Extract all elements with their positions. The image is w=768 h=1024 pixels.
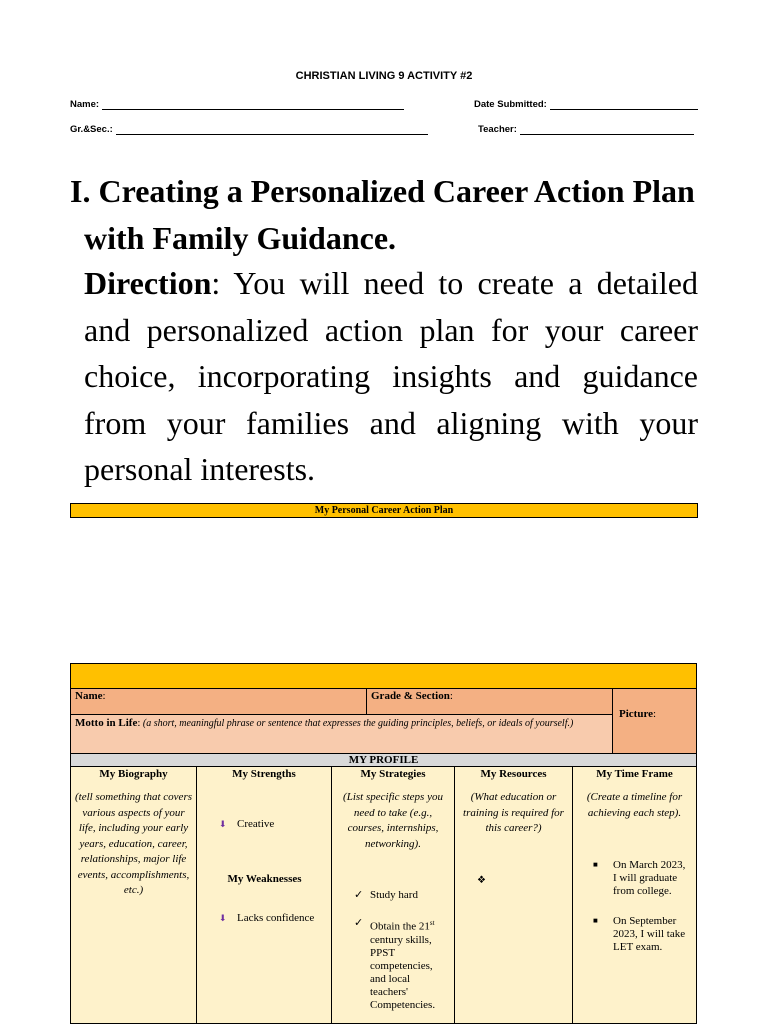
name-field[interactable] [70,99,404,110]
my-profile-bar: MY PROFILE [71,754,696,767]
section-heading [70,168,698,262]
table-top-bar [71,664,696,689]
table-name-colon: : [102,690,106,702]
biography-title: My Biography [99,768,168,780]
career-plan-table [70,663,697,1024]
career-plan-banner: My Personal Career Action Plan [70,503,698,518]
table-motto-label: Motto in Life [75,717,138,729]
arrow-bullet-icon: ⬇ [219,819,227,829]
teacher-field[interactable] [478,124,694,135]
table-picture-cell[interactable] [613,689,696,754]
timeframe-desc: (Create a timeline for achieving each step). [586,791,683,819]
date-submitted-label: Date Submitted: [474,99,547,110]
table-name-cell[interactable] [71,689,367,715]
table-picture-colon: : [653,708,657,720]
timeframe-item-text: On March 2023, I will graduate from college. [613,859,686,897]
strategies-column[interactable] [332,767,455,1024]
direction-label: Direction [84,265,212,301]
strategy-item-text: Study hard [370,889,418,901]
resource-bullet-icon: ❖ [477,875,486,886]
strategy-item [354,917,450,1012]
table-motto-hint: (a short, meaningful phrase or sentence that expresses the guiding principles, beliefs, or ideals of yourself.) [140,718,574,729]
timeframe-item [593,915,689,954]
checkmark-icon: ✓ [354,917,364,929]
timeframe-item [593,859,689,898]
timeframe-title: My Time Frame [596,768,673,780]
strength-item [219,818,274,831]
teacher-line [520,125,694,135]
direction-paragraph [84,260,698,493]
resources-desc: (What education or training is required for this career?) [463,791,564,834]
square-bullet-icon: ■ [593,916,598,925]
strategy-text-part: Obtain the 21 [370,920,430,933]
biography-desc: (tell something that covers various aspects of your life, including your early years, education, career, relationships, major life events, accomplishments, etc.) [75,791,193,896]
strategy-superscript: st [429,919,435,927]
table-motto-cell[interactable] [71,715,613,754]
timeframe-item-text: On September 2023, I will take LET exam. [613,915,686,953]
strengths-title: My Strengths [232,768,296,780]
table-name-label: Name [75,690,103,702]
square-bullet-icon: ■ [593,860,598,869]
table-motto-colon: : [137,717,141,729]
checkmark-icon: ✓ [354,889,364,901]
teacher-label: Teacher: [478,124,517,135]
section-heading-text: I. Creating a Personalized Career Action Plan with Family Guidance. [70,173,695,256]
date-submitted-line [550,100,698,110]
document-title: CHRISTIAN LIVING 9 ACTIVITY #2 [295,70,473,82]
strengths-column[interactable] [197,767,332,1024]
grade-section-line [116,125,428,135]
table-grade-label: Grade & Section [371,690,450,702]
strategy-item-text [370,917,450,1012]
strategies-desc: (List specific steps you need to take (e.g., courses, internships, networking). [343,791,443,850]
strategy-text-part: century skills, PPST competencies, and local teachers' Competencies. [370,933,436,1011]
table-grade-colon: : [449,690,453,702]
strategy-item [354,889,418,902]
resources-column[interactable] [455,767,573,1024]
table-grade-cell[interactable] [367,689,613,715]
date-submitted-field[interactable] [474,99,698,110]
resources-title: My Resources [480,768,547,780]
arrow-bullet-icon: ⬇ [219,913,227,923]
table-picture-label: Picture [619,708,654,720]
name-field-line [102,100,404,110]
biography-column[interactable] [71,767,197,1024]
weaknesses-title: My Weaknesses [227,873,302,885]
direction-text: : You will need to create a detailed and personalized action plan for your career choice, incorporating insights and guidance from your families and aligning with your personal interests. [84,265,698,487]
weakness-item-text: Lacks confidence [237,912,315,924]
grade-section-label: Gr.&Sec.: [70,124,113,135]
name-field-label: Name: [70,99,100,110]
weakness-item [219,912,314,925]
strength-item-text: Creative [237,818,275,830]
strategies-title: My Strategies [360,768,426,780]
timeframe-column[interactable] [573,767,696,1024]
grade-section-field[interactable] [70,124,428,135]
